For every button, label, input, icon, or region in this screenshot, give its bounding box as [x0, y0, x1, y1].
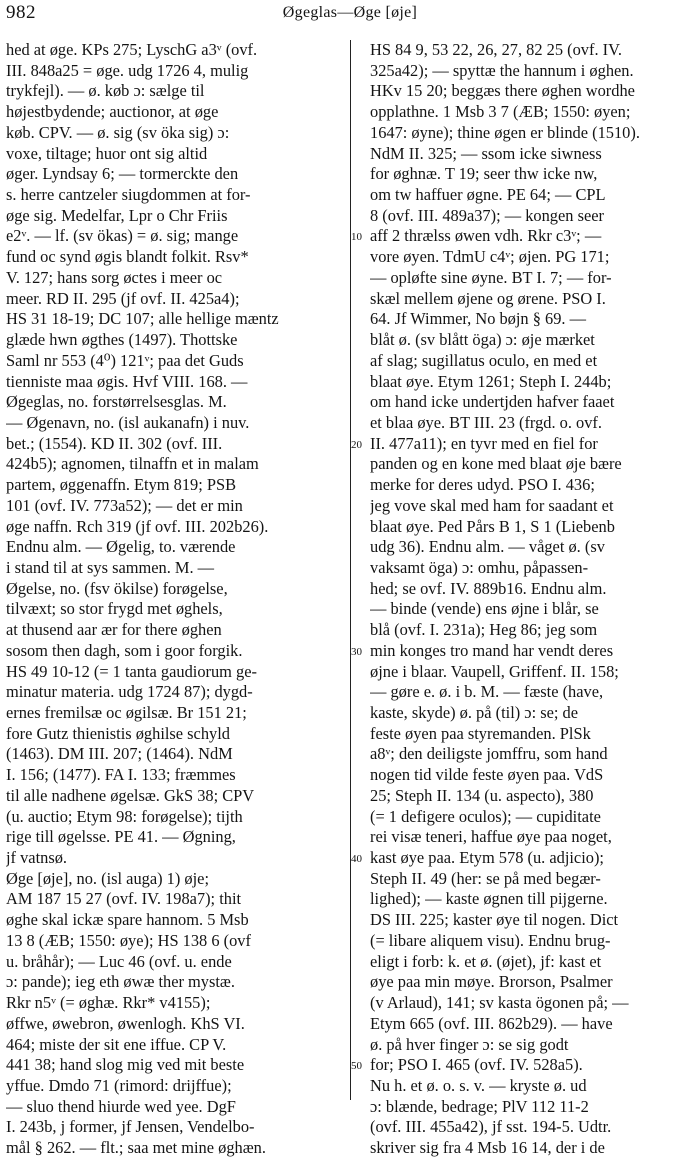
text-line: Steph II. 49 (her: se på med begær- [370, 868, 601, 888]
left-column [6, 40, 333, 1159]
text-line: rige till øgelsse. PE 41. — Øgning, [6, 827, 236, 847]
text-line: (= libare aliquem visu). Endnu brug- [370, 930, 611, 950]
text-line: u. bråhår); — Luc 46 (ovf. u. ende [6, 951, 232, 971]
text-line: blaat øye. Ped Pårs B 1, S 1 (Liebenb [370, 516, 615, 536]
text-line: trykfejl). — ø. køb ɔ: sælge til [6, 81, 205, 101]
text-line: ø. på hver finger ɔ: se sig godt [370, 1034, 569, 1054]
text-line: for; PSO I. 465 (ovf. IV. 528a5). [370, 1055, 583, 1075]
text-line: Saml nr 553 (4⁰) 121ᵛ; paa det Guds [6, 350, 244, 370]
text-line: 464; miste der sit ene iffue. CP V. [6, 1034, 227, 1054]
text-line: om tw haffuer øgne. PE 64; — CPL [370, 185, 606, 205]
text-line: min konges tro mand har vendt deres [370, 640, 614, 660]
text-line: blåt ø. (sv blått öga) ɔ: øje mærket [370, 330, 595, 350]
column-divider [350, 40, 351, 1100]
text-line: 25; Steph II. 134 (u. aspecto), 380 [370, 785, 594, 805]
text-line: bet.; (1554). KD II. 302 (ovf. III. [6, 433, 223, 453]
text-line: Øge [øje], no. (isl auga) 1) øje; [6, 868, 209, 888]
text-line: (u. auctio; Etym 98: forøgelse); tijth [6, 806, 243, 826]
text-line: a8ᵛ; den deiligste jomffru, som hand [370, 744, 608, 764]
text-line: I. 156; (1477). FA I. 133; fræmmes [6, 765, 236, 785]
text-line: blaat øye. Etym 1261; Steph I. 244b; [370, 371, 612, 391]
text-line: 13 8 (ÆB; 1550: øye); HS 138 6 (ovf [6, 930, 251, 950]
text-line: DS III. 225; kaster øye til nogen. Dict [370, 910, 619, 930]
running-head: Øgeglas—Øge [øje] [282, 4, 418, 21]
text-line: 64. Jf Wimmer, No bøjn § 69. — [370, 309, 586, 329]
text-line: hed at øge. KPs 275; LyschG a3ᵛ (ovf. [6, 40, 258, 59]
text-line: partem, øggenaffn. Etym 819; PSB [6, 475, 237, 495]
text-line: Øgeglas, no. forstørrelsesglas. M. [6, 392, 227, 412]
text-line: HS 84 9, 53 22, 26, 27, 82 25 (ovf. IV. [370, 40, 622, 59]
text-line: HS 31 18-19; DC 107; alle hellige mæntz [6, 309, 279, 329]
text-line: AM 187 15 27 (ovf. IV. 198a7); thit [6, 889, 242, 909]
text-line: — sluo thend hiurde wed yee. DgF [6, 1096, 236, 1116]
text-line: i stand til at sys sammen. M. — [6, 557, 215, 577]
text-line: Rkr n5ᵛ (= øghæ. Rkr* v4155); [6, 993, 211, 1013]
text-line: opplathne. 1 Msb 3 7 (ÆB; 1550: øyen; [370, 102, 631, 122]
text-line: skriver sig fra 4 Msb 16 14, der i de [370, 1138, 605, 1158]
text-line: II. 477a11); en tyvr med en fiel for [370, 433, 598, 453]
text-line: for øghnæ. T 19; seer thw icke nw, [370, 164, 598, 184]
text-line: til alle nadhene øgelsæ. GkS 38; CPV [6, 785, 255, 805]
line-number-marker: 30 [351, 646, 367, 659]
text-line: Nu h. et ø. o. s. v. — kryste ø. ud [370, 1075, 587, 1095]
text-line: NdM II. 325; — ssom icke siwness [370, 143, 602, 163]
text-line: om hand icke undertjden hafver faaet [370, 392, 615, 412]
text-line: højestbydende; auctionor, at øge [6, 102, 219, 122]
text-line: — gøre e. ø. i b. M. — fæste (have, [370, 682, 604, 702]
text-line: at thusend aar ær for there øghen [6, 620, 222, 640]
text-line: merke for deres udyd. PSO I. 436; [370, 475, 595, 495]
text-line: — binde (vende) ens øjne i blår, se [370, 599, 599, 619]
text-line: s. herre cantzeler siugdommen at for- [6, 185, 251, 205]
text-line: minatur materia. udg 1724 87); dygd- [6, 682, 253, 702]
text-line: 8 (ovf. III. 489a37); — kongen seer [370, 205, 604, 225]
text-line: fund oc synd øgis blandt folkit. Rsv* [6, 247, 249, 267]
text-line: tienniste maa øgis. Hvf VIII. 168. — [6, 371, 248, 391]
line-number-marker: 10 [351, 231, 367, 244]
text-line: sosom then dagh, som i goor forgik. [6, 640, 243, 660]
text-line: øghe skal ickæ spare hannom. 5 Msb [6, 910, 249, 930]
text-line: ernes fremilsæ oc øgilsæ. Br 151 21; [6, 703, 247, 722]
text-line: kast øye paa. Etym 578 (u. adjicio); [370, 848, 604, 868]
text-line: øye paa min møye. Brorson, Psalmer [370, 972, 613, 992]
text-line: eligt i forb: k. et ø. (øjet), jf: kast et [370, 951, 602, 971]
text-line: ɔ: blænde, bedrage; PlV 112 11-2 [370, 1096, 589, 1116]
text-line: blå (ovf. I. 231a); Heg 86; jeg som [370, 620, 598, 640]
text-line: Øgelse, no. (fsv ökilse) forøgelse, [6, 578, 228, 598]
text-line: fore Gutz thienistis øghilse schyld [6, 723, 230, 743]
text-line: voxe, tiltage; huor ont sig altid [6, 143, 208, 163]
text-line: øger. Lyndsay 6; — tormerckte den [6, 164, 239, 184]
text-line: (= 1 defigere oculos); — cupiditate [370, 806, 601, 826]
text-line: III. 848a25 = øge. udg 1726 4, mulig [6, 60, 249, 80]
text-line: (v Arlaud), 141; sv kasta ögonen på; — [370, 993, 629, 1013]
text-line: tilvæxt; so stor frygd met øghels, [6, 599, 223, 619]
page-number: 982 [6, 2, 36, 23]
text-line: panden og en kone med blaat øje bære [370, 454, 622, 474]
text-line: aff 2 thrælss øwen vdh. Rkr c3ᵛ; — [370, 226, 602, 246]
text-line: glæde hwn øgthes (1497). Thottske [6, 330, 238, 350]
text-line: (1463). DM III. 207; (1464). NdM [6, 744, 233, 764]
line-number-marker: 20 [351, 439, 367, 452]
text-line: jeg vove skal med ham for saadant et [370, 495, 614, 515]
text-line: øjne i blaar. Vaupell, Griffenf. II. 158; [370, 661, 619, 681]
right-column [370, 40, 697, 1159]
text-line: af slag; sugillatus oculo, en med et [370, 350, 598, 370]
text-line: vore øyen. TdmU c4ᵛ; øjen. PG 171; [370, 247, 610, 267]
line-number-marker: 40 [351, 853, 367, 866]
text-line: Endnu alm. — Øgelig, to. værende [6, 537, 236, 557]
text-line: HS 49 10-12 (= 1 tanta gaudiorum ge- [6, 661, 257, 681]
text-line: øge naffn. Rch 319 (jf ovf. III. 202b26). [6, 516, 269, 536]
text-line: feste øyen paa styremanden. PlSk [370, 723, 591, 743]
text-line: udg 36). Endnu alm. — våget ø. (sv [370, 537, 605, 557]
text-line: V. 127; hans sorg øctes i meer oc [6, 267, 223, 287]
text-line: 101 (ovf. IV. 773a52); — det er min [6, 495, 243, 515]
text-line: nogen tid vilde feste øyen paa. VdS [370, 765, 604, 785]
text-line: 1647: øyne); thine øgen er blinde (1510). [370, 122, 640, 142]
text-line: køb. CPV. — ø. sig (sv öka sig) ɔ: [6, 122, 230, 142]
text-line: rei visæ teneri, haffue øye paa noget, [370, 827, 612, 847]
text-line: Etym 665 (ovf. III. 862b29). — have [370, 1013, 613, 1033]
text-line: — opløfte sine øyne. BT I. 7; — for- [370, 267, 612, 287]
page-header [0, 0, 700, 26]
text-line: lighed); — kaste øgnen till pijgerne. [370, 889, 608, 909]
text-line: jf vatnsø. [6, 848, 68, 868]
text-line: ɔ: pande); ieg eth øwæ ther mystæ. [6, 972, 235, 992]
text-line: 424b5); agnomen, tilnaffn et in malam [6, 454, 259, 474]
text-line: skæl mellem øjene og ørene. PSO I. [370, 288, 606, 308]
text-line: HKv 15 20; beggæs there øghen wordhe [370, 81, 635, 101]
text-line: kaste, skyde) ø. på (til) ɔ: se; de [370, 703, 579, 722]
line-number-marker: 50 [351, 1060, 367, 1073]
text-line: mål § 262. — flt.; saa met mine øghæn. [6, 1138, 266, 1158]
text-line: I. 243b, j former, jf Jensen, Vendelbo- [6, 1117, 255, 1137]
text-line: e2ᵛ. — lf. (sv ökas) = ø. sig; mange [6, 226, 239, 246]
text-line: yffue. Dmdo 71 (rimord: drijffue); [6, 1075, 232, 1095]
text-line: vaksamt öga) ɔ: omhu, påpassen- [370, 557, 589, 577]
text-line: 325a42); — spyttæ the hannum i øghen. [370, 60, 634, 80]
text-line: — Øgenavn, no. (isl aukanafn) i nuv. [6, 412, 250, 432]
text-line: hed; se ovf. IV. 889b16. Endnu alm. [370, 578, 607, 598]
text-line: et blaa øye. BT III. 23 (frgd. o. ovf. [370, 412, 602, 432]
text-line: (ovf. III. 455a42), jf sst. 194-5. Udtr. [370, 1117, 612, 1137]
text-line: 441 38; hand slog mig ved mit beste [6, 1055, 245, 1075]
text-line: meer. RD II. 295 (jf ovf. II. 425a4); [6, 288, 240, 308]
text-line: øffwe, øwebron, øwenlogh. KhS VI. [6, 1013, 245, 1033]
text-line: øge sig. Medelfar, Lpr o Chr Friis [6, 205, 228, 225]
